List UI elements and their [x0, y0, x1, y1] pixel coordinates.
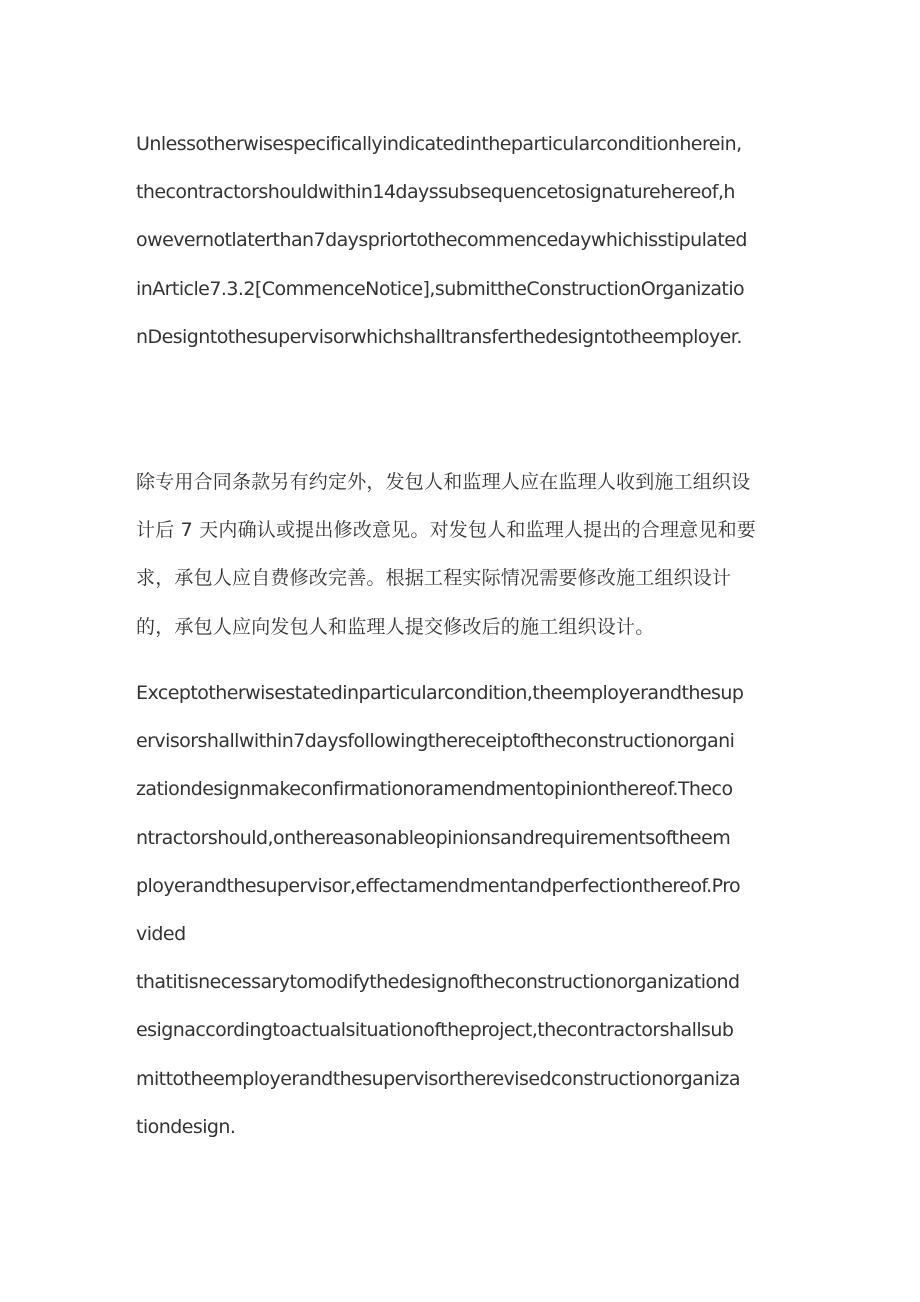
text-line: inArticle7.3.2[CommenceNotice],submittheConstructionOrganizatio: [136, 277, 745, 300]
text-line: zationdesignmakeconfirmationoramendmentopinionthereof.Theco: [136, 778, 733, 801]
text-line: esignaccordingtoactualsituationoftheproject,thecontractorshallsub: [136, 1019, 734, 1042]
text-line: 除专用合同条款另有约定外，发包人和监理人应在监理人收到施工组织设: [136, 471, 751, 493]
text-line: owevernotlaterthan7dayspriortothecommencedaywhichisstipulated: [136, 229, 747, 252]
text-line: mittotheemployerandthesupervisortherevisedconstructionorganiza: [136, 1067, 740, 1090]
paragraph-english-review: [136, 669, 786, 1151]
text-line: 计后 7 天内确认或提出修改意见。对发包人和监理人提出的合理意见和要: [136, 519, 756, 542]
text-line: Unlessotherwisespecificallyindicatedintheparticularconditionherein,: [136, 133, 742, 155]
text-line: nDesigntothesupervisorwhichshalltransferthedesigntotheemployer.: [136, 325, 742, 348]
text-line: 求，承包人应自费修改完善。根据工程实际情况需要修改施工组织设计: [136, 567, 732, 590]
text-line: Exceptotherwisestatedinparticularcondition,theemployerandthesup: [136, 682, 744, 704]
text-line: 的，承包人应向发包人和监理人提交修改后的施工组织设计。: [136, 615, 655, 638]
text-line: thecontractorshouldwithin14dayssubsequencetosignaturehereof,h: [136, 181, 735, 204]
text-line: vided: [136, 922, 186, 945]
paragraph-chinese-review: [136, 458, 786, 651]
text-line: ervisorshallwithin7daysfollowingthereceiptoftheconstructionorgani: [136, 730, 735, 753]
text-line: ployerandthesupervisor,effectamendmentandperfectionthereof.Pro: [136, 874, 741, 897]
text-line: thatitisnecessarytomodifythedesignoftheconstructionorganizationd: [136, 971, 740, 994]
text-line: ntractorshould,onthereasonableopinionsandrequirementsoftheem: [136, 826, 731, 849]
paragraph-english-commencement: [136, 120, 786, 361]
text-line: tiondesign.: [136, 1115, 236, 1138]
